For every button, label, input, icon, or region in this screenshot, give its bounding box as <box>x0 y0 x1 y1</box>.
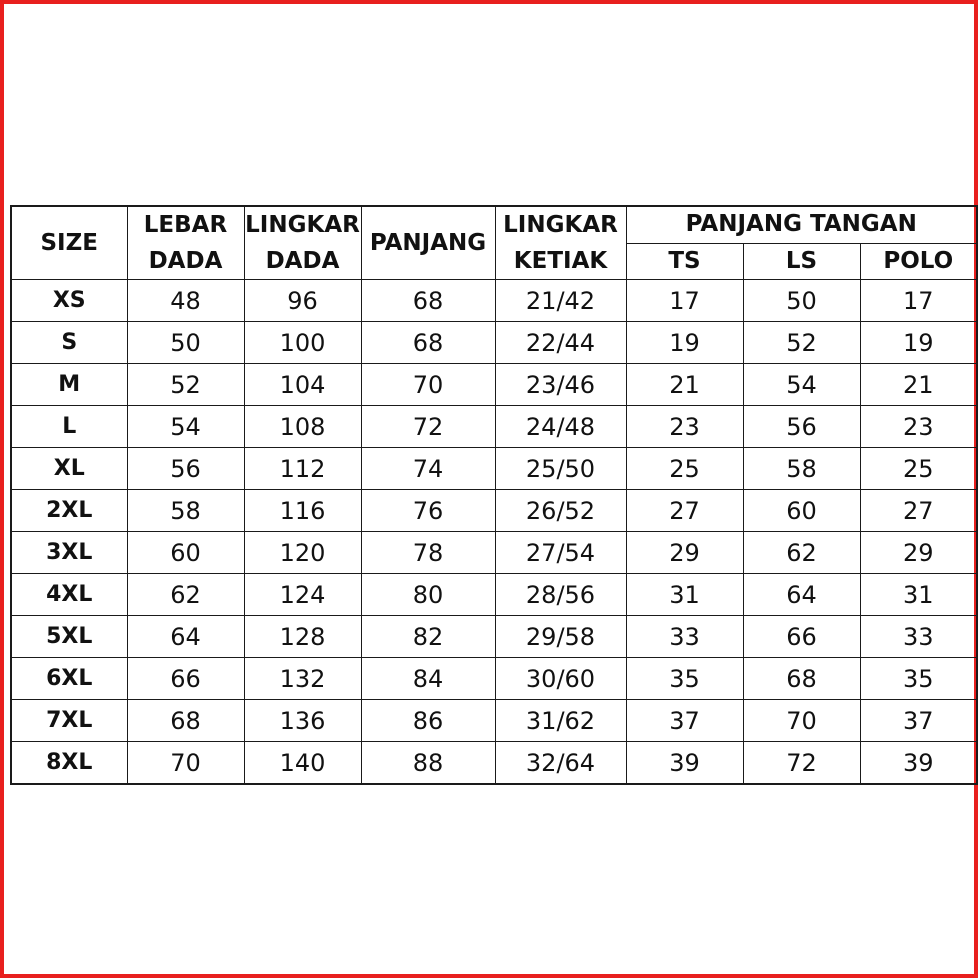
panjang-cell: 68 <box>361 280 495 322</box>
panjang-cell: 78 <box>361 532 495 574</box>
ts-cell: 39 <box>626 742 743 785</box>
size-cell: S <box>11 322 127 364</box>
ts-cell: 37 <box>626 700 743 742</box>
lebar-dada-cell: 54 <box>127 406 244 448</box>
panjang-cell: 84 <box>361 658 495 700</box>
lingkar-dada-cell: 124 <box>244 574 361 616</box>
ls-cell: 52 <box>743 322 860 364</box>
lingkar-ketiak-cell: 31/62 <box>495 700 626 742</box>
lebar-dada-cell: 66 <box>127 658 244 700</box>
lingkar-ketiak-cell: 24/48 <box>495 406 626 448</box>
lingkar-ketiak-cell: 28/56 <box>495 574 626 616</box>
ts-cell: 31 <box>626 574 743 616</box>
size-cell: XL <box>11 448 127 490</box>
panjang-cell: 80 <box>361 574 495 616</box>
table-row <box>11 532 977 574</box>
ts-cell: 29 <box>626 532 743 574</box>
table-row <box>11 406 977 448</box>
lingkar-ketiak-cell: 21/42 <box>495 280 626 322</box>
polo-cell: 25 <box>860 448 977 490</box>
polo-cell: 17 <box>860 280 977 322</box>
size-chart-table <box>10 205 978 785</box>
lingkar-dada-cell: 116 <box>244 490 361 532</box>
panjang-cell: 82 <box>361 616 495 658</box>
header-panjang: PANJANG <box>361 206 495 280</box>
lingkar-dada-cell: 112 <box>244 448 361 490</box>
ls-cell: 64 <box>743 574 860 616</box>
lebar-dada-cell: 56 <box>127 448 244 490</box>
lebar-dada-cell: 60 <box>127 532 244 574</box>
ts-cell: 23 <box>626 406 743 448</box>
table-row <box>11 616 977 658</box>
header-lebar-dada <box>127 206 244 280</box>
lingkar-dada-cell: 108 <box>244 406 361 448</box>
table-row <box>11 490 977 532</box>
panjang-cell: 72 <box>361 406 495 448</box>
ls-cell: 60 <box>743 490 860 532</box>
lebar-dada-cell: 58 <box>127 490 244 532</box>
polo-cell: 31 <box>860 574 977 616</box>
lingkar-dada-cell: 100 <box>244 322 361 364</box>
header-row <box>11 206 977 243</box>
table-row <box>11 280 977 322</box>
lebar-dada-cell: 52 <box>127 364 244 406</box>
ts-cell: 25 <box>626 448 743 490</box>
panjang-cell: 70 <box>361 364 495 406</box>
lebar-dada-cell: 70 <box>127 742 244 785</box>
header-lingkar-dada-line2: DADA <box>265 248 340 274</box>
lingkar-dada-cell: 96 <box>244 280 361 322</box>
ts-cell: 21 <box>626 364 743 406</box>
table-row <box>11 574 977 616</box>
lebar-dada-cell: 62 <box>127 574 244 616</box>
header-ls: LS <box>743 243 860 280</box>
lingkar-ketiak-cell: 23/46 <box>495 364 626 406</box>
panjang-cell: 88 <box>361 742 495 785</box>
lingkar-ketiak-cell: 27/54 <box>495 532 626 574</box>
header-lebar-dada-line1: LEBAR <box>143 212 228 238</box>
panjang-cell: 86 <box>361 700 495 742</box>
polo-cell: 37 <box>860 700 977 742</box>
table-row <box>11 364 977 406</box>
ts-cell: 17 <box>626 280 743 322</box>
polo-cell: 27 <box>860 490 977 532</box>
size-cell: M <box>11 364 127 406</box>
header-lingkar-ketiak-line2: KETIAK <box>513 248 608 274</box>
polo-cell: 19 <box>860 322 977 364</box>
size-cell: 6XL <box>11 658 127 700</box>
ls-cell: 66 <box>743 616 860 658</box>
table-row <box>11 700 977 742</box>
lingkar-ketiak-cell: 25/50 <box>495 448 626 490</box>
size-cell: 2XL <box>11 490 127 532</box>
size-cell: 3XL <box>11 532 127 574</box>
ls-cell: 62 <box>743 532 860 574</box>
lebar-dada-cell: 48 <box>127 280 244 322</box>
lingkar-dada-cell: 104 <box>244 364 361 406</box>
size-cell: 7XL <box>11 700 127 742</box>
header-polo: POLO <box>860 243 977 280</box>
ls-cell: 58 <box>743 448 860 490</box>
size-cell: XS <box>11 280 127 322</box>
lingkar-dada-cell: 120 <box>244 532 361 574</box>
ts-cell: 33 <box>626 616 743 658</box>
table-row <box>11 658 977 700</box>
header-size: SIZE <box>11 206 127 280</box>
lingkar-ketiak-cell: 30/60 <box>495 658 626 700</box>
lingkar-dada-cell: 128 <box>244 616 361 658</box>
size-cell: 5XL <box>11 616 127 658</box>
polo-cell: 39 <box>860 742 977 785</box>
ls-cell: 72 <box>743 742 860 785</box>
header-lingkar-ketiak <box>495 206 626 280</box>
lebar-dada-cell: 64 <box>127 616 244 658</box>
size-cell: L <box>11 406 127 448</box>
lingkar-dada-cell: 132 <box>244 658 361 700</box>
header-lingkar-ketiak-line1: LINGKAR <box>503 212 618 238</box>
lingkar-dada-cell: 136 <box>244 700 361 742</box>
polo-cell: 33 <box>860 616 977 658</box>
polo-cell: 29 <box>860 532 977 574</box>
ts-cell: 19 <box>626 322 743 364</box>
ts-cell: 35 <box>626 658 743 700</box>
header-lingkar-dada-line1: LINGKAR <box>245 212 360 238</box>
ts-cell: 27 <box>626 490 743 532</box>
lebar-dada-cell: 50 <box>127 322 244 364</box>
size-cell: 4XL <box>11 574 127 616</box>
lingkar-ketiak-cell: 32/64 <box>495 742 626 785</box>
header-lingkar-dada <box>244 206 361 280</box>
ls-cell: 56 <box>743 406 860 448</box>
panjang-cell: 76 <box>361 490 495 532</box>
lingkar-ketiak-cell: 22/44 <box>495 322 626 364</box>
size-cell: 8XL <box>11 742 127 785</box>
ls-cell: 70 <box>743 700 860 742</box>
lebar-dada-cell: 68 <box>127 700 244 742</box>
panjang-cell: 68 <box>361 322 495 364</box>
lingkar-ketiak-cell: 29/58 <box>495 616 626 658</box>
polo-cell: 23 <box>860 406 977 448</box>
polo-cell: 21 <box>860 364 977 406</box>
ls-cell: 54 <box>743 364 860 406</box>
ls-cell: 68 <box>743 658 860 700</box>
table-row <box>11 322 977 364</box>
lingkar-ketiak-cell: 26/52 <box>495 490 626 532</box>
table-row <box>11 448 977 490</box>
lingkar-dada-cell: 140 <box>244 742 361 785</box>
panjang-cell: 74 <box>361 448 495 490</box>
header-ts: TS <box>626 243 743 280</box>
ls-cell: 50 <box>743 280 860 322</box>
polo-cell: 35 <box>860 658 977 700</box>
header-panjang-tangan: PANJANG TANGAN <box>626 206 977 243</box>
table-row <box>11 742 977 785</box>
header-lebar-dada-line2: DADA <box>148 248 223 274</box>
